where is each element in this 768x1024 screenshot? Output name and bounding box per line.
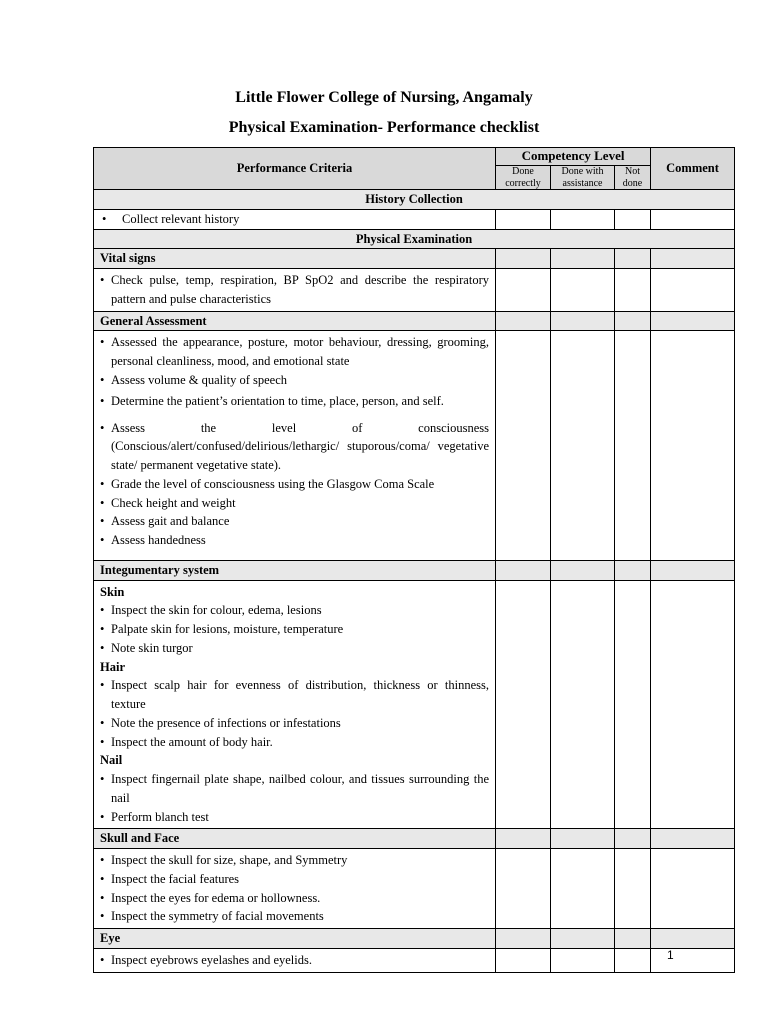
group-row-integumentary	[94, 560, 735, 580]
header-not-done: Not done	[615, 166, 651, 190]
section-physical-examination: Physical Examination	[94, 229, 735, 249]
subheading-skin: Skin	[100, 584, 125, 599]
table-row	[94, 948, 735, 972]
not-done-cell[interactable]	[615, 331, 651, 561]
criterion-cell	[94, 849, 496, 929]
criterion-item: • Grade the level of consciousness using the Glasgow Coma Scale	[100, 475, 489, 494]
done-with-assistance-cell[interactable]	[551, 580, 615, 829]
header-done-with-assistance: Done with assistance	[551, 166, 615, 190]
criterion-item: • Perform blanch test	[100, 808, 489, 827]
table-row	[94, 331, 735, 561]
not-done-cell[interactable]	[615, 849, 651, 929]
header-competency-level: Competency Level	[496, 148, 651, 166]
criterion-item: • Inspect fingernail plate shape, nailbed colour, and tissues surrounding the nail	[100, 770, 489, 808]
criterion-item: • Inspect eyebrows eyelashes and eyelids.	[100, 951, 489, 970]
done-with-assistance-cell[interactable]	[551, 209, 615, 229]
comment-cell[interactable]	[651, 209, 735, 229]
group-row-vital-signs	[94, 249, 735, 269]
criterion-item: • Assess volume & quality of speech	[100, 371, 489, 390]
institution-title: Little Flower College of Nursing, Angamaly	[235, 89, 533, 106]
section-row-physical	[94, 229, 735, 249]
done-correctly-cell[interactable]	[496, 269, 551, 312]
done-correctly-cell[interactable]	[496, 580, 551, 829]
not-done-cell[interactable]	[615, 948, 651, 972]
done-with-assistance-cell[interactable]	[551, 948, 615, 972]
document-title: Physical Examination- Performance checklist	[228, 119, 540, 136]
criterion-cell	[94, 331, 496, 561]
group-row-skull-face	[94, 829, 735, 849]
table-row	[94, 209, 735, 229]
group-vital-signs: Vital signs	[94, 249, 496, 269]
header-done-correctly: Done correctly	[496, 166, 551, 190]
group-general-assessment: General Assessment	[94, 311, 496, 331]
criterion-cell	[94, 269, 496, 312]
header-performance-criteria: Performance Criteria	[94, 148, 496, 190]
criterion-item: • Assess gait and balance	[100, 512, 489, 531]
done-correctly-cell[interactable]	[496, 849, 551, 929]
comment-cell[interactable]	[651, 331, 735, 561]
criterion-item: • Inspect scalp hair for evenness of distribution, thickness or thinness, texture	[100, 676, 489, 714]
table-row	[94, 580, 735, 829]
not-done-cell[interactable]	[615, 580, 651, 829]
criterion-item: • Check pulse, temp, respiration, BP SpO2 and describe the respiratory pattern and pulse characteristics	[100, 271, 489, 309]
group-eye: Eye	[94, 929, 496, 949]
criterion-cell	[94, 948, 496, 972]
criterion-item: • Check height and weight	[100, 494, 489, 513]
criterion-item: • Note the presence of infections or infestations	[100, 714, 489, 733]
comment-cell[interactable]	[651, 580, 735, 829]
group-row-eye	[94, 929, 735, 949]
criterion-item: • Note skin turgor	[100, 639, 489, 658]
bullet: •	[102, 211, 107, 226]
criterion-text: Collect relevant history	[122, 211, 240, 226]
done-correctly-cell[interactable]	[496, 209, 551, 229]
criterion-item: • Inspect the skull for size, shape, and Symmetry	[100, 851, 489, 870]
criterion-item: • Inspect the amount of body hair.	[100, 733, 489, 752]
criterion-item: • Determine the patient’s orientation to time, place, person, and self.	[100, 390, 489, 413]
not-done-cell[interactable]	[615, 269, 651, 312]
criterion-item: • Palpate skin for lesions, moisture, temperature	[100, 620, 489, 639]
comment-cell[interactable]	[651, 269, 735, 312]
performance-checklist-table	[93, 147, 735, 973]
criterion-cell	[94, 209, 496, 229]
not-done-cell[interactable]	[615, 209, 651, 229]
criterion-item: • Inspect the eyes for edema or hollowness.	[100, 889, 489, 908]
header-comment: Comment	[651, 148, 735, 190]
done-with-assistance-cell[interactable]	[551, 269, 615, 312]
done-with-assistance-cell[interactable]	[551, 331, 615, 561]
group-row-general-assessment	[94, 311, 735, 331]
group-integumentary-system: Integumentary system	[94, 560, 496, 580]
group-skull-and-face: Skull and Face	[94, 829, 496, 849]
section-history-collection: History Collection	[94, 190, 735, 210]
criterion-item: • Assessed the appearance, posture, motor behaviour, dressing, grooming, personal cleanliness, mood, and emotional state	[100, 333, 489, 371]
criterion-item: • Assess the level of consciousness (Conscious/alert/confused/delirious/lethargic/ stuporous/coma/ vegetative state/ permanent vegetative state).	[100, 419, 489, 475]
criterion-item: • Inspect the facial features	[100, 870, 489, 889]
page-number: 1	[667, 948, 674, 962]
section-row-history	[94, 190, 735, 210]
subheading-nail: Nail	[100, 753, 123, 768]
comment-cell[interactable]	[651, 948, 735, 972]
done-correctly-cell[interactable]	[496, 948, 551, 972]
table-row	[94, 849, 735, 929]
done-with-assistance-cell[interactable]	[551, 849, 615, 929]
table-row	[94, 269, 735, 312]
comment-cell[interactable]	[651, 849, 735, 929]
done-correctly-cell[interactable]	[496, 331, 551, 561]
criterion-cell	[94, 580, 496, 829]
criterion-item: • Inspect the symmetry of facial movements	[100, 907, 489, 926]
criterion-item: • Inspect the skin for colour, edema, lesions	[100, 601, 489, 620]
criterion-item: • Assess handedness	[100, 531, 489, 550]
subheading-hair: Hair	[100, 659, 125, 674]
